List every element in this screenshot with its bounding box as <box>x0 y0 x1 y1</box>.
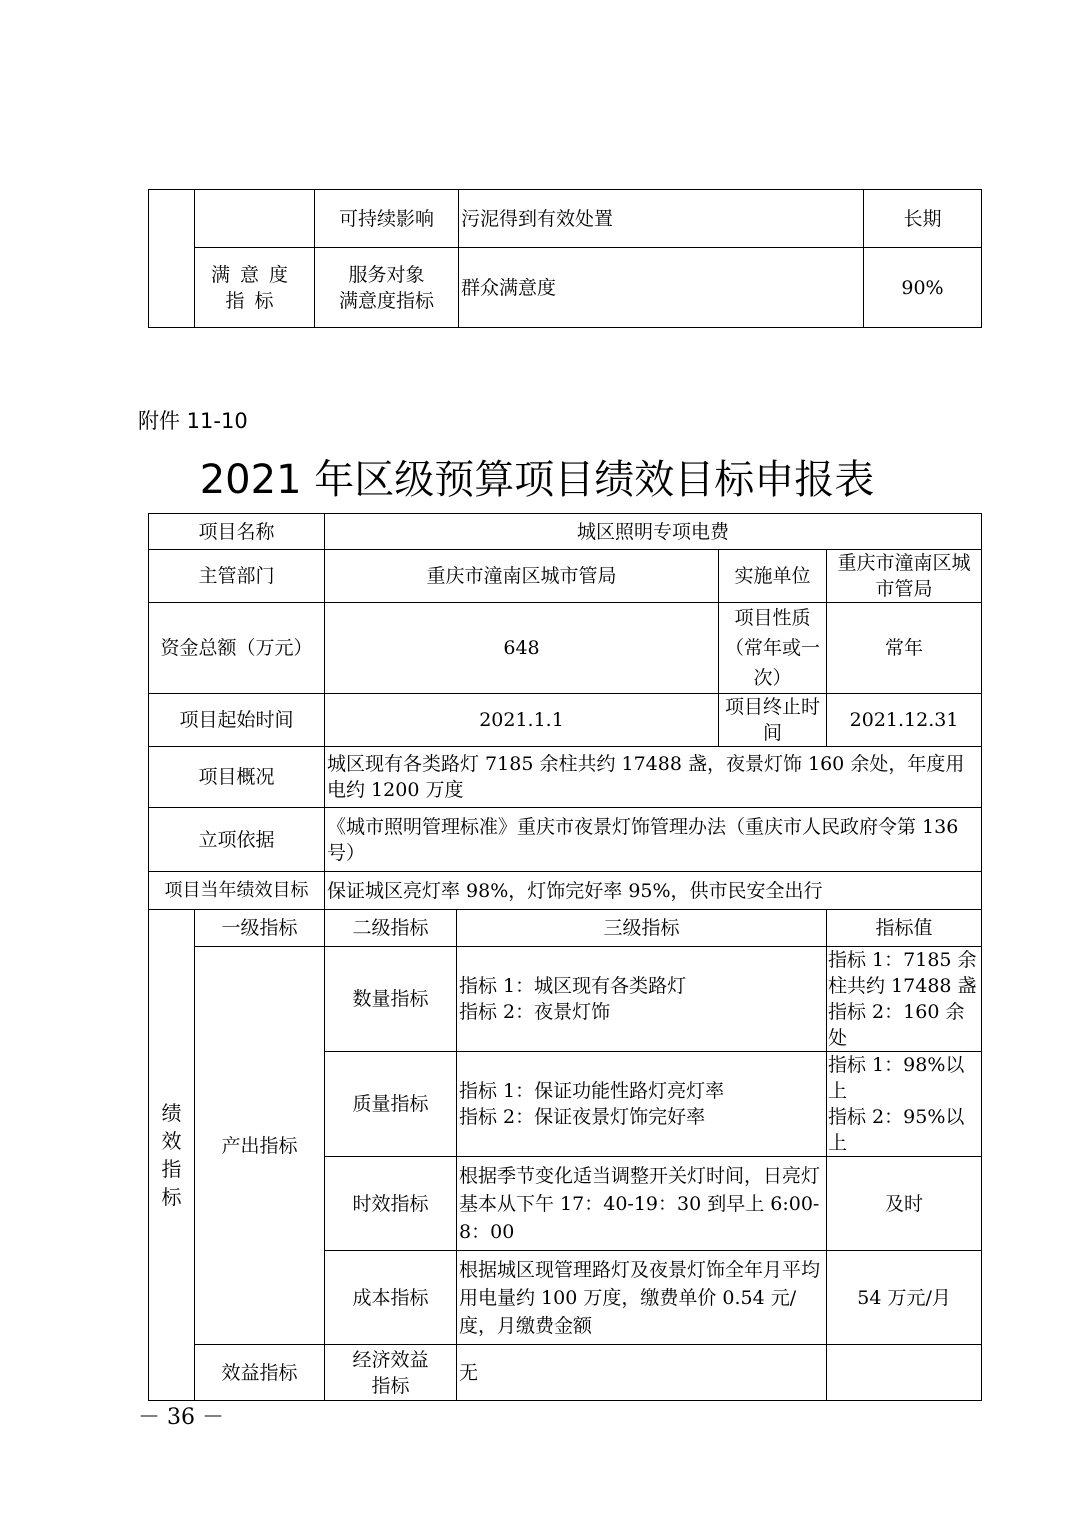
cost-value: 54 万元/月 <box>827 1251 982 1345</box>
economic-label: 经济效益 指标 <box>325 1345 457 1401</box>
basis-label: 立项依据 <box>149 808 325 872</box>
end-label: 项目终止时间 <box>719 694 827 747</box>
output-label: 产出指标 <box>195 947 325 1345</box>
nature-value: 常年 <box>827 603 982 694</box>
level2-cell: 服务对象 满意度指标 <box>315 248 459 328</box>
quantity-text: 指标 1：城区现有各类路灯 指标 2：夜景灯饰 <box>457 947 827 1052</box>
quantity-value: 指标 1：7185 余 柱共约 17488 盏 指标 2：160 余处 <box>827 947 982 1052</box>
level3-cell: 污泥得到有效处置 <box>459 190 864 248</box>
section-label: 绩 效 指 标 <box>149 910 195 1401</box>
quality-text: 指标 1：保证功能性路灯亮灯率 指标 2：保证夜景灯饰完好率 <box>457 1052 827 1157</box>
start-label: 项目起始时间 <box>149 694 325 747</box>
basis-value: 《城市照明管理标准》重庆市夜景灯饰管理办法（重庆市人民政府令第 136 号） <box>325 808 982 872</box>
level3-cell: 群众满意度 <box>459 248 864 328</box>
economic-text: 无 <box>457 1345 827 1401</box>
timeliness-value: 及时 <box>827 1157 982 1251</box>
level2-cell: 可持续影响 <box>315 190 459 248</box>
value-cell: 长期 <box>864 190 982 248</box>
blank-cell <box>195 190 315 248</box>
previous-table-continuation <box>148 189 982 328</box>
end-value: 2021.12.31 <box>827 694 982 747</box>
goal-value: 保证城区亮灯率 98%，灯饰完好率 95%，供市民安全出行 <box>325 872 982 910</box>
quantity-label: 数量指标 <box>325 947 457 1052</box>
level1-cell: 满意度指标 <box>195 248 315 328</box>
timeliness-label: 时效指标 <box>325 1157 457 1251</box>
benefit-label: 效益指标 <box>195 1345 325 1401</box>
header-level3: 三级指标 <box>457 910 827 947</box>
nature-label: 项目性质 （常年或一次） <box>719 603 827 694</box>
header-value: 指标值 <box>827 910 982 947</box>
cost-label: 成本指标 <box>325 1251 457 1345</box>
funds-value: 648 <box>325 603 719 694</box>
header-level2: 二级指标 <box>325 910 457 947</box>
blank-cell <box>149 190 195 328</box>
quality-value: 指标 1：98%以上 指标 2：95%以上 <box>827 1052 982 1157</box>
goal-label: 项目当年绩效目标 <box>149 872 325 910</box>
overview-value: 城区现有各类路灯 7185 余柱共约 17488 盏，夜景灯饰 160 余处，年度用电约 1200 万度 <box>325 747 982 808</box>
dept-label: 主管部门 <box>149 550 325 603</box>
annex-label: 附件 11-10 <box>138 409 248 433</box>
timeliness-text: 根据季节变化适当调整开关灯时间，日亮灯基本从下午 17：40-19：30 到早上 6:00-8：00 <box>457 1157 827 1251</box>
header-level1: 一级指标 <box>195 910 325 947</box>
project-name-value: 城区照明专项电费 <box>325 514 982 550</box>
start-value: 2021.1.1 <box>325 694 719 747</box>
overview-label: 项目概况 <box>149 747 325 808</box>
performance-target-table <box>148 513 982 1401</box>
quality-label: 质量指标 <box>325 1052 457 1157</box>
impl-value: 重庆市潼南区城市管局 <box>827 550 982 603</box>
economic-value <box>827 1345 982 1401</box>
funds-label: 资金总额（万元） <box>149 603 325 694</box>
dept-value: 重庆市潼南区城市管局 <box>325 550 719 603</box>
value-cell: 90% <box>864 248 982 328</box>
project-name-label: 项目名称 <box>149 514 325 550</box>
page-number: － 36 － <box>138 1405 224 1430</box>
page-title: 2021 年区级预算项目绩效目标申报表 <box>199 457 875 503</box>
impl-label: 实施单位 <box>719 550 827 603</box>
cost-text: 根据城区现管理路灯及夜景灯饰全年月平均用电量约 100 万度，缴费单价 0.54 元/度，月缴费金额 <box>457 1251 827 1345</box>
